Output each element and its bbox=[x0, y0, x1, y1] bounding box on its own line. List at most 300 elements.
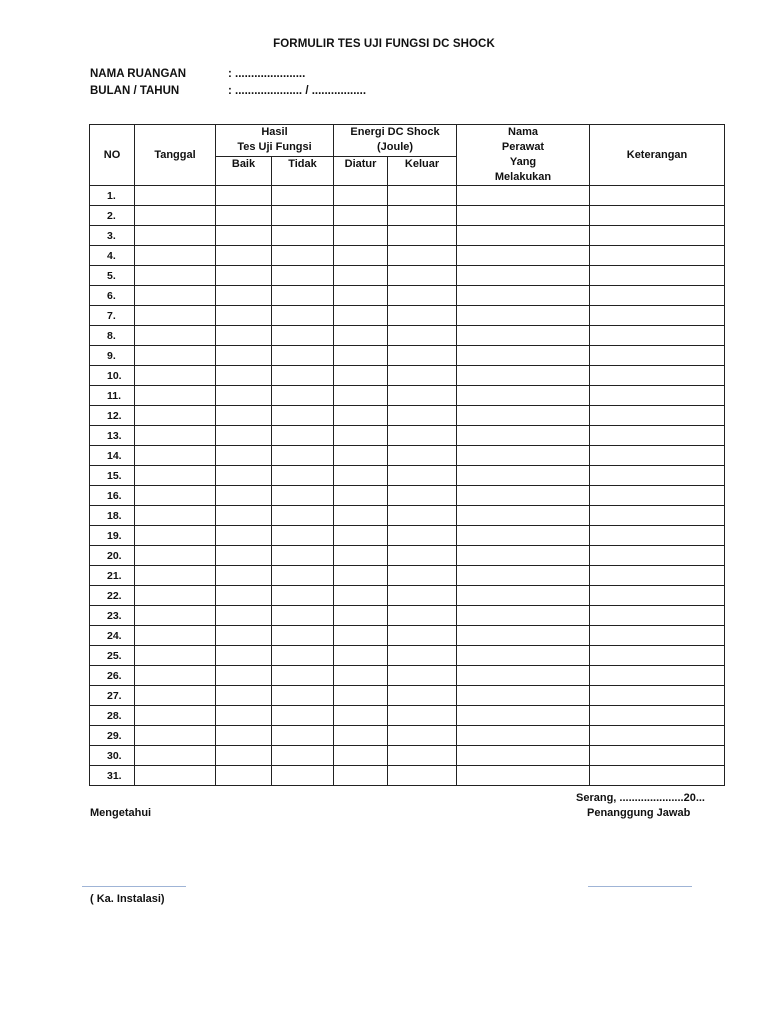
energy-set-cell[interactable] bbox=[334, 626, 388, 646]
energy-out-cell[interactable] bbox=[388, 406, 457, 426]
nurse-name-cell[interactable] bbox=[457, 486, 590, 506]
nurse-name-cell[interactable] bbox=[457, 686, 590, 706]
result-bad-cell[interactable] bbox=[272, 266, 334, 286]
result-good-cell[interactable] bbox=[216, 246, 272, 266]
row-number: 31. bbox=[90, 766, 135, 786]
table-row bbox=[90, 726, 725, 746]
nurse-name-cell[interactable] bbox=[457, 726, 590, 746]
note-cell[interactable] bbox=[590, 486, 725, 506]
note-cell[interactable] bbox=[590, 206, 725, 226]
row-number: 16. bbox=[90, 486, 135, 506]
table-row bbox=[90, 246, 725, 266]
result-bad-cell[interactable] bbox=[272, 306, 334, 326]
header-result-line2: Tes Uji Fungsi bbox=[237, 141, 312, 153]
energy-set-cell[interactable] bbox=[334, 326, 388, 346]
result-good-cell[interactable] bbox=[216, 626, 272, 646]
result-bad-cell[interactable] bbox=[272, 646, 334, 666]
date-cell[interactable] bbox=[135, 286, 216, 306]
note-cell[interactable] bbox=[590, 726, 725, 746]
note-cell[interactable] bbox=[590, 506, 725, 526]
header-note: Keterangan bbox=[590, 125, 725, 186]
energy-set-cell[interactable] bbox=[334, 486, 388, 506]
responsible-label: Penanggung Jawab bbox=[587, 807, 691, 819]
row-number: 2. bbox=[90, 206, 135, 226]
header-energy bbox=[334, 125, 457, 157]
table-row bbox=[90, 566, 725, 586]
date-cell[interactable] bbox=[135, 386, 216, 406]
date-cell[interactable] bbox=[135, 506, 216, 526]
table-row bbox=[90, 646, 725, 666]
header-nurse-line2: Perawat bbox=[501, 141, 545, 153]
energy-out-cell[interactable] bbox=[388, 246, 457, 266]
result-good-cell[interactable] bbox=[216, 346, 272, 366]
table-row bbox=[90, 666, 725, 686]
date-cell[interactable] bbox=[135, 186, 216, 206]
row-number: 1. bbox=[90, 186, 135, 206]
row-number: 19. bbox=[90, 526, 135, 546]
result-good-cell[interactable] bbox=[216, 546, 272, 566]
result-bad-cell[interactable] bbox=[272, 526, 334, 546]
result-bad-cell[interactable] bbox=[272, 566, 334, 586]
energy-out-cell[interactable] bbox=[388, 546, 457, 566]
row-number: 21. bbox=[90, 566, 135, 586]
nurse-name-cell[interactable] bbox=[457, 706, 590, 726]
result-good-cell[interactable] bbox=[216, 286, 272, 306]
result-good-cell[interactable] bbox=[216, 586, 272, 606]
header-result-good: Baik bbox=[216, 157, 272, 186]
room-row bbox=[90, 68, 366, 85]
header-nurse bbox=[457, 125, 590, 186]
energy-out-cell[interactable] bbox=[388, 506, 457, 526]
date-cell[interactable] bbox=[135, 586, 216, 606]
date-cell[interactable] bbox=[135, 606, 216, 626]
result-bad-cell[interactable] bbox=[272, 326, 334, 346]
date-cell[interactable] bbox=[135, 526, 216, 546]
acknowledged-label: Mengetahui bbox=[90, 807, 152, 819]
date-cell[interactable] bbox=[135, 446, 216, 466]
energy-out-cell[interactable] bbox=[388, 686, 457, 706]
result-good-cell[interactable] bbox=[216, 566, 272, 586]
nurse-name-cell[interactable] bbox=[457, 766, 590, 786]
energy-set-cell[interactable] bbox=[334, 666, 388, 686]
nurse-name-cell[interactable] bbox=[457, 266, 590, 286]
header-nurse-line4: Melakukan bbox=[494, 171, 552, 183]
nurse-name-cell[interactable] bbox=[457, 326, 590, 346]
result-good-cell[interactable] bbox=[216, 406, 272, 426]
energy-out-cell[interactable] bbox=[388, 746, 457, 766]
note-cell[interactable] bbox=[590, 246, 725, 266]
result-bad-cell[interactable] bbox=[272, 506, 334, 526]
result-bad-cell[interactable] bbox=[272, 426, 334, 446]
row-number: 13. bbox=[90, 426, 135, 446]
note-cell[interactable] bbox=[590, 546, 725, 566]
result-bad-cell[interactable] bbox=[272, 206, 334, 226]
energy-set-cell[interactable] bbox=[334, 206, 388, 226]
table-row bbox=[90, 326, 725, 346]
result-good-cell[interactable] bbox=[216, 766, 272, 786]
nurse-name-cell[interactable] bbox=[457, 466, 590, 486]
energy-out-cell[interactable] bbox=[388, 486, 457, 506]
note-cell[interactable] bbox=[590, 706, 725, 726]
date-cell[interactable] bbox=[135, 406, 216, 426]
energy-out-cell[interactable] bbox=[388, 206, 457, 226]
result-good-cell[interactable] bbox=[216, 386, 272, 406]
note-cell[interactable] bbox=[590, 266, 725, 286]
nurse-name-cell[interactable] bbox=[457, 646, 590, 666]
result-good-cell[interactable] bbox=[216, 686, 272, 706]
date-cell[interactable] bbox=[135, 346, 216, 366]
result-bad-cell[interactable] bbox=[272, 406, 334, 426]
note-cell[interactable] bbox=[590, 746, 725, 766]
nurse-name-cell[interactable] bbox=[457, 626, 590, 646]
table-row bbox=[90, 346, 725, 366]
period-row bbox=[90, 85, 366, 102]
energy-set-cell[interactable] bbox=[334, 686, 388, 706]
energy-set-cell[interactable] bbox=[334, 706, 388, 726]
nurse-name-cell[interactable] bbox=[457, 286, 590, 306]
result-bad-cell[interactable] bbox=[272, 766, 334, 786]
date-cell[interactable] bbox=[135, 666, 216, 686]
result-good-cell[interactable] bbox=[216, 706, 272, 726]
date-cell[interactable] bbox=[135, 366, 216, 386]
note-cell[interactable] bbox=[590, 626, 725, 646]
header-energy-line2: (Joule) bbox=[376, 141, 414, 153]
result-bad-cell[interactable] bbox=[272, 666, 334, 686]
nurse-name-cell[interactable] bbox=[457, 206, 590, 226]
note-cell[interactable] bbox=[590, 566, 725, 586]
note-cell[interactable] bbox=[590, 666, 725, 686]
table-row bbox=[90, 226, 725, 246]
header-date: Tanggal bbox=[135, 125, 216, 186]
energy-out-cell[interactable] bbox=[388, 586, 457, 606]
header-energy-out: Keluar bbox=[388, 157, 457, 186]
header-result-line1: Hasil bbox=[261, 126, 288, 138]
energy-out-cell[interactable] bbox=[388, 566, 457, 586]
nurse-name-cell[interactable] bbox=[457, 526, 590, 546]
row-number: 8. bbox=[90, 326, 135, 346]
table-row bbox=[90, 766, 725, 786]
header-nurse-line1: Nama bbox=[508, 126, 538, 138]
row-number: 24. bbox=[90, 626, 135, 646]
nurse-name-cell[interactable] bbox=[457, 306, 590, 326]
result-bad-cell[interactable] bbox=[272, 486, 334, 506]
result-good-cell[interactable] bbox=[216, 186, 272, 206]
table-row bbox=[90, 306, 725, 326]
result-good-cell[interactable] bbox=[216, 726, 272, 746]
result-good-cell[interactable] bbox=[216, 426, 272, 446]
energy-set-cell[interactable] bbox=[334, 566, 388, 586]
row-number: 4. bbox=[90, 246, 135, 266]
date-cell[interactable] bbox=[135, 646, 216, 666]
table-row bbox=[90, 486, 725, 506]
header-no: NO bbox=[90, 125, 135, 186]
date-cell[interactable] bbox=[135, 246, 216, 266]
result-bad-cell[interactable] bbox=[272, 546, 334, 566]
energy-out-cell[interactable] bbox=[388, 426, 457, 446]
signature-line-right bbox=[588, 886, 692, 887]
row-number: 27. bbox=[90, 686, 135, 706]
table-row bbox=[90, 746, 725, 766]
nurse-name-cell[interactable] bbox=[457, 506, 590, 526]
table-row bbox=[90, 466, 725, 486]
result-good-cell[interactable] bbox=[216, 226, 272, 246]
row-number: 14. bbox=[90, 446, 135, 466]
table-row bbox=[90, 266, 725, 286]
row-number: 23. bbox=[90, 606, 135, 626]
note-cell[interactable] bbox=[590, 406, 725, 426]
nurse-name-cell[interactable] bbox=[457, 426, 590, 446]
room-field[interactable]: : ...................... bbox=[228, 68, 306, 80]
note-cell[interactable] bbox=[590, 426, 725, 446]
result-bad-cell[interactable] bbox=[272, 366, 334, 386]
result-bad-cell[interactable] bbox=[272, 186, 334, 206]
note-cell[interactable] bbox=[590, 346, 725, 366]
form-meta bbox=[90, 68, 366, 102]
result-bad-cell[interactable] bbox=[272, 226, 334, 246]
note-cell[interactable] bbox=[590, 366, 725, 386]
energy-out-cell[interactable] bbox=[388, 626, 457, 646]
header-energy-line1: Energi DC Shock bbox=[350, 126, 440, 138]
table-row bbox=[90, 366, 725, 386]
table-row bbox=[90, 526, 725, 546]
date-cell[interactable] bbox=[135, 546, 216, 566]
note-cell[interactable] bbox=[590, 226, 725, 246]
energy-out-cell[interactable] bbox=[388, 766, 457, 786]
row-number: 22. bbox=[90, 586, 135, 606]
table-row bbox=[90, 206, 725, 226]
date-cell[interactable] bbox=[135, 686, 216, 706]
date-cell[interactable] bbox=[135, 726, 216, 746]
room-label: NAMA RUANGAN bbox=[90, 68, 187, 80]
result-bad-cell[interactable] bbox=[272, 586, 334, 606]
nurse-name-cell[interactable] bbox=[457, 446, 590, 466]
row-number: 20. bbox=[90, 546, 135, 566]
energy-set-cell[interactable] bbox=[334, 606, 388, 626]
result-bad-cell[interactable] bbox=[272, 686, 334, 706]
result-good-cell[interactable] bbox=[216, 366, 272, 386]
date-cell[interactable] bbox=[135, 706, 216, 726]
result-good-cell[interactable] bbox=[216, 646, 272, 666]
result-good-cell[interactable] bbox=[216, 446, 272, 466]
energy-out-cell[interactable] bbox=[388, 226, 457, 246]
nurse-name-cell[interactable] bbox=[457, 346, 590, 366]
result-bad-cell[interactable] bbox=[272, 726, 334, 746]
energy-out-cell[interactable] bbox=[388, 186, 457, 206]
energy-set-cell[interactable] bbox=[334, 466, 388, 486]
energy-out-cell[interactable] bbox=[388, 366, 457, 386]
energy-set-cell[interactable] bbox=[334, 646, 388, 666]
note-cell[interactable] bbox=[590, 646, 725, 666]
date-cell[interactable] bbox=[135, 206, 216, 226]
date-cell[interactable] bbox=[135, 626, 216, 646]
energy-out-cell[interactable] bbox=[388, 466, 457, 486]
nurse-name-cell[interactable] bbox=[457, 566, 590, 586]
energy-out-cell[interactable] bbox=[388, 606, 457, 626]
header-result-bad: Tidak bbox=[272, 157, 334, 186]
nurse-name-cell[interactable] bbox=[457, 746, 590, 766]
nurse-name-cell[interactable] bbox=[457, 666, 590, 686]
note-cell[interactable] bbox=[590, 766, 725, 786]
table-row bbox=[90, 186, 725, 206]
energy-out-cell[interactable] bbox=[388, 306, 457, 326]
energy-set-cell[interactable] bbox=[334, 766, 388, 786]
result-good-cell[interactable] bbox=[216, 466, 272, 486]
energy-out-cell[interactable] bbox=[388, 726, 457, 746]
energy-set-cell[interactable] bbox=[334, 446, 388, 466]
table-row bbox=[90, 386, 725, 406]
note-cell[interactable] bbox=[590, 326, 725, 346]
period-label: BULAN / TAHUN bbox=[90, 85, 180, 97]
table-row bbox=[90, 406, 725, 426]
energy-out-cell[interactable] bbox=[388, 386, 457, 406]
nurse-name-cell[interactable] bbox=[457, 586, 590, 606]
result-good-cell[interactable] bbox=[216, 606, 272, 626]
result-good-cell[interactable] bbox=[216, 266, 272, 286]
row-number: 18. bbox=[90, 506, 135, 526]
result-good-cell[interactable] bbox=[216, 486, 272, 506]
energy-set-cell[interactable] bbox=[334, 366, 388, 386]
nurse-name-cell[interactable] bbox=[457, 366, 590, 386]
energy-set-cell[interactable] bbox=[334, 386, 388, 406]
note-cell[interactable] bbox=[590, 446, 725, 466]
nurse-name-cell[interactable] bbox=[457, 406, 590, 426]
date-cell[interactable] bbox=[135, 306, 216, 326]
energy-set-cell[interactable] bbox=[334, 266, 388, 286]
note-cell[interactable] bbox=[590, 286, 725, 306]
date-cell[interactable] bbox=[135, 766, 216, 786]
result-good-cell[interactable] bbox=[216, 506, 272, 526]
table-row bbox=[90, 546, 725, 566]
nurse-name-cell[interactable] bbox=[457, 226, 590, 246]
date-cell[interactable] bbox=[135, 566, 216, 586]
note-cell[interactable] bbox=[590, 586, 725, 606]
table-row bbox=[90, 686, 725, 706]
date-cell[interactable] bbox=[135, 466, 216, 486]
energy-out-cell[interactable] bbox=[388, 266, 457, 286]
table-row bbox=[90, 426, 725, 446]
note-cell[interactable] bbox=[590, 306, 725, 326]
date-cell[interactable] bbox=[135, 426, 216, 446]
energy-out-cell[interactable] bbox=[388, 646, 457, 666]
result-bad-cell[interactable] bbox=[272, 466, 334, 486]
energy-set-cell[interactable] bbox=[334, 426, 388, 446]
energy-set-cell[interactable] bbox=[334, 286, 388, 306]
nurse-name-cell[interactable] bbox=[457, 546, 590, 566]
result-bad-cell[interactable] bbox=[272, 606, 334, 626]
date-cell[interactable] bbox=[135, 226, 216, 246]
date-cell[interactable] bbox=[135, 326, 216, 346]
result-good-cell[interactable] bbox=[216, 306, 272, 326]
energy-out-cell[interactable] bbox=[388, 326, 457, 346]
energy-set-cell[interactable] bbox=[334, 506, 388, 526]
period-field[interactable]: : ..................... / ................. bbox=[228, 85, 367, 97]
form-title: FORMULIR TES UJI FUNGSI DC SHOCK bbox=[273, 38, 495, 50]
energy-out-cell[interactable] bbox=[388, 666, 457, 686]
note-cell[interactable] bbox=[590, 466, 725, 486]
energy-set-cell[interactable] bbox=[334, 726, 388, 746]
result-good-cell[interactable] bbox=[216, 326, 272, 346]
table-row bbox=[90, 606, 725, 626]
date-cell[interactable] bbox=[135, 486, 216, 506]
row-number: 12. bbox=[90, 406, 135, 426]
header-nurse-line3: Yang bbox=[509, 156, 537, 168]
row-number: 10. bbox=[90, 366, 135, 386]
row-number: 7. bbox=[90, 306, 135, 326]
note-cell[interactable] bbox=[590, 526, 725, 546]
result-bad-cell[interactable] bbox=[272, 386, 334, 406]
signature-line-left bbox=[82, 886, 186, 887]
energy-set-cell[interactable] bbox=[334, 306, 388, 326]
energy-set-cell[interactable] bbox=[334, 586, 388, 606]
nurse-name-cell[interactable] bbox=[457, 606, 590, 626]
energy-out-cell[interactable] bbox=[388, 286, 457, 306]
result-bad-cell[interactable] bbox=[272, 246, 334, 266]
note-cell[interactable] bbox=[590, 186, 725, 206]
energy-set-cell[interactable] bbox=[334, 526, 388, 546]
energy-out-cell[interactable] bbox=[388, 706, 457, 726]
table-row bbox=[90, 586, 725, 606]
nurse-name-cell[interactable] bbox=[457, 246, 590, 266]
result-bad-cell[interactable] bbox=[272, 746, 334, 766]
energy-set-cell[interactable] bbox=[334, 226, 388, 246]
energy-out-cell[interactable] bbox=[388, 346, 457, 366]
head-title: ( Ka. Instalasi) bbox=[90, 893, 165, 905]
result-good-cell[interactable] bbox=[216, 666, 272, 686]
result-good-cell[interactable] bbox=[216, 206, 272, 226]
energy-set-cell[interactable] bbox=[334, 186, 388, 206]
row-number: 26. bbox=[90, 666, 135, 686]
header-result bbox=[216, 125, 334, 157]
row-number: 28. bbox=[90, 706, 135, 726]
energy-out-cell[interactable] bbox=[388, 526, 457, 546]
result-bad-cell[interactable] bbox=[272, 446, 334, 466]
table-row bbox=[90, 286, 725, 306]
energy-set-cell[interactable] bbox=[334, 746, 388, 766]
energy-set-cell[interactable] bbox=[334, 546, 388, 566]
row-number: 3. bbox=[90, 226, 135, 246]
row-number: 9. bbox=[90, 346, 135, 366]
result-good-cell[interactable] bbox=[216, 526, 272, 546]
nurse-name-cell[interactable] bbox=[457, 186, 590, 206]
row-number: 29. bbox=[90, 726, 135, 746]
row-number: 30. bbox=[90, 746, 135, 766]
date-cell[interactable] bbox=[135, 746, 216, 766]
row-number: 25. bbox=[90, 646, 135, 666]
nurse-name-cell[interactable] bbox=[457, 386, 590, 406]
energy-out-cell[interactable] bbox=[388, 446, 457, 466]
result-bad-cell[interactable] bbox=[272, 346, 334, 366]
place-date: Serang, .....................20... bbox=[576, 792, 705, 804]
table-row bbox=[90, 626, 725, 646]
table-row bbox=[90, 706, 725, 726]
note-cell[interactable] bbox=[590, 606, 725, 626]
result-bad-cell[interactable] bbox=[272, 286, 334, 306]
row-number: 6. bbox=[90, 286, 135, 306]
result-bad-cell[interactable] bbox=[272, 706, 334, 726]
energy-set-cell[interactable] bbox=[334, 246, 388, 266]
result-good-cell[interactable] bbox=[216, 746, 272, 766]
result-bad-cell[interactable] bbox=[272, 626, 334, 646]
note-cell[interactable] bbox=[590, 686, 725, 706]
energy-set-cell[interactable] bbox=[334, 406, 388, 426]
table-row bbox=[90, 446, 725, 466]
energy-set-cell[interactable] bbox=[334, 346, 388, 366]
date-cell[interactable] bbox=[135, 266, 216, 286]
row-number: 5. bbox=[90, 266, 135, 286]
row-number: 11. bbox=[90, 386, 135, 406]
table-row bbox=[90, 506, 725, 526]
note-cell[interactable] bbox=[590, 386, 725, 406]
